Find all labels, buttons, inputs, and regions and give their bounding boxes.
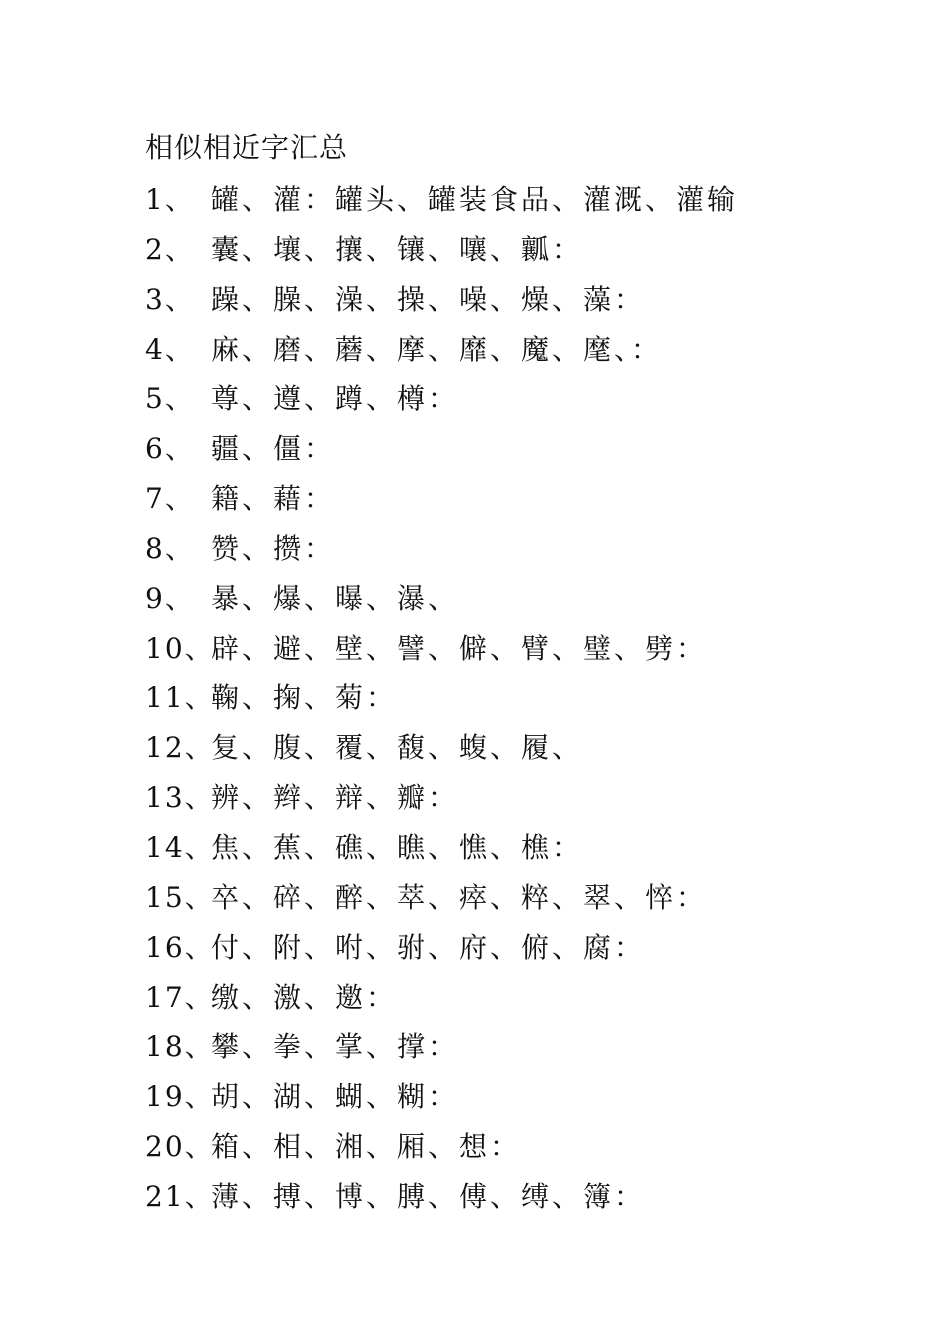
list-item: [145, 477, 738, 527]
item-number: 13、: [145, 781, 215, 815]
item-characters: 囊、壤、攘、镶、嚷、瓤：: [211, 232, 584, 266]
item-characters: 尊、遵、蹲、樽：: [211, 382, 460, 416]
item-number: 18、: [145, 1030, 215, 1064]
item-number: 19、: [145, 1080, 215, 1114]
item-characters: 罐、灌：罐头、罐装食品、灌溉、灌输: [211, 183, 739, 216]
item-number: 10、: [145, 631, 215, 665]
item-number: 12、: [145, 731, 215, 765]
item-number: 16、: [145, 930, 215, 964]
item-characters: 复、腹、覆、馥、蝮、履、: [211, 731, 584, 765]
item-characters: 辟、避、壁、譬、僻、臂、璧、劈：: [211, 631, 708, 665]
item-number: 3、: [145, 282, 195, 316]
item-characters: 躁、臊、澡、操、噪、燥、藻：: [211, 282, 646, 316]
item-number: 7、: [145, 482, 195, 516]
list-item: [145, 676, 738, 726]
list-item: [145, 1075, 738, 1125]
item-characters: 焦、蕉、礁、瞧、憔、樵：: [211, 830, 584, 864]
item-number: 17、: [145, 980, 215, 1014]
list-item: [145, 776, 738, 826]
list-item: [145, 627, 738, 677]
list-item: [145, 577, 738, 627]
item-characters: 缴、激、邀：: [211, 980, 398, 1014]
list-item: [145, 976, 738, 1026]
item-number: 5、: [145, 382, 195, 416]
list-item: [145, 178, 738, 228]
list-item: [145, 1175, 738, 1225]
item-number: 4、: [145, 332, 195, 366]
item-characters: 暴、爆、曝、瀑、: [211, 581, 460, 615]
item-characters: 卒、碎、醉、萃、瘁、粹、翠、悴：: [211, 880, 708, 914]
list-item: [145, 328, 738, 378]
list-item: [145, 876, 738, 926]
page-title: 相似相近字汇总: [145, 131, 349, 164]
item-number: 1、: [145, 183, 195, 216]
item-number: 8、: [145, 531, 195, 565]
list-item: [145, 926, 738, 976]
list-item: [145, 427, 738, 477]
list-item: [145, 377, 738, 427]
item-characters: 攀、拳、掌、撑：: [211, 1030, 460, 1064]
list-item: [145, 228, 738, 278]
item-number: 21、: [145, 1179, 215, 1213]
list-item: [145, 278, 738, 328]
item-characters: 箱、相、湘、厢、想：: [211, 1130, 522, 1164]
item-number: 20、: [145, 1130, 215, 1164]
item-characters: 薄、搏、博、膊、傅、缚、簿：: [211, 1179, 646, 1213]
item-characters: 鞠、掬、菊：: [211, 681, 398, 715]
item-characters: 麻、磨、蘑、摩、靡、魔、麾、：: [211, 332, 663, 366]
list-item: [145, 1025, 738, 1075]
item-number: 9、: [145, 581, 195, 615]
list-item: [145, 1125, 738, 1175]
list-item: [145, 726, 738, 776]
item-number: 15、: [145, 880, 215, 914]
item-characters: 赞、攒：: [211, 531, 336, 565]
character-list: [145, 178, 738, 1225]
item-characters: 胡、湖、蝴、糊：: [211, 1080, 460, 1114]
list-item: [145, 826, 738, 876]
item-number: 6、: [145, 432, 195, 466]
list-item: [145, 527, 738, 577]
item-characters: 籍、藉：: [211, 482, 336, 516]
item-number: 14、: [145, 830, 215, 864]
item-number: 2、: [145, 232, 195, 266]
item-characters: 辨、辫、辩、瓣：: [211, 781, 460, 815]
item-characters: 疆、僵：: [211, 432, 336, 466]
item-characters: 付、附、咐、驸、府、俯、腐：: [211, 930, 646, 964]
item-number: 11、: [145, 681, 215, 715]
